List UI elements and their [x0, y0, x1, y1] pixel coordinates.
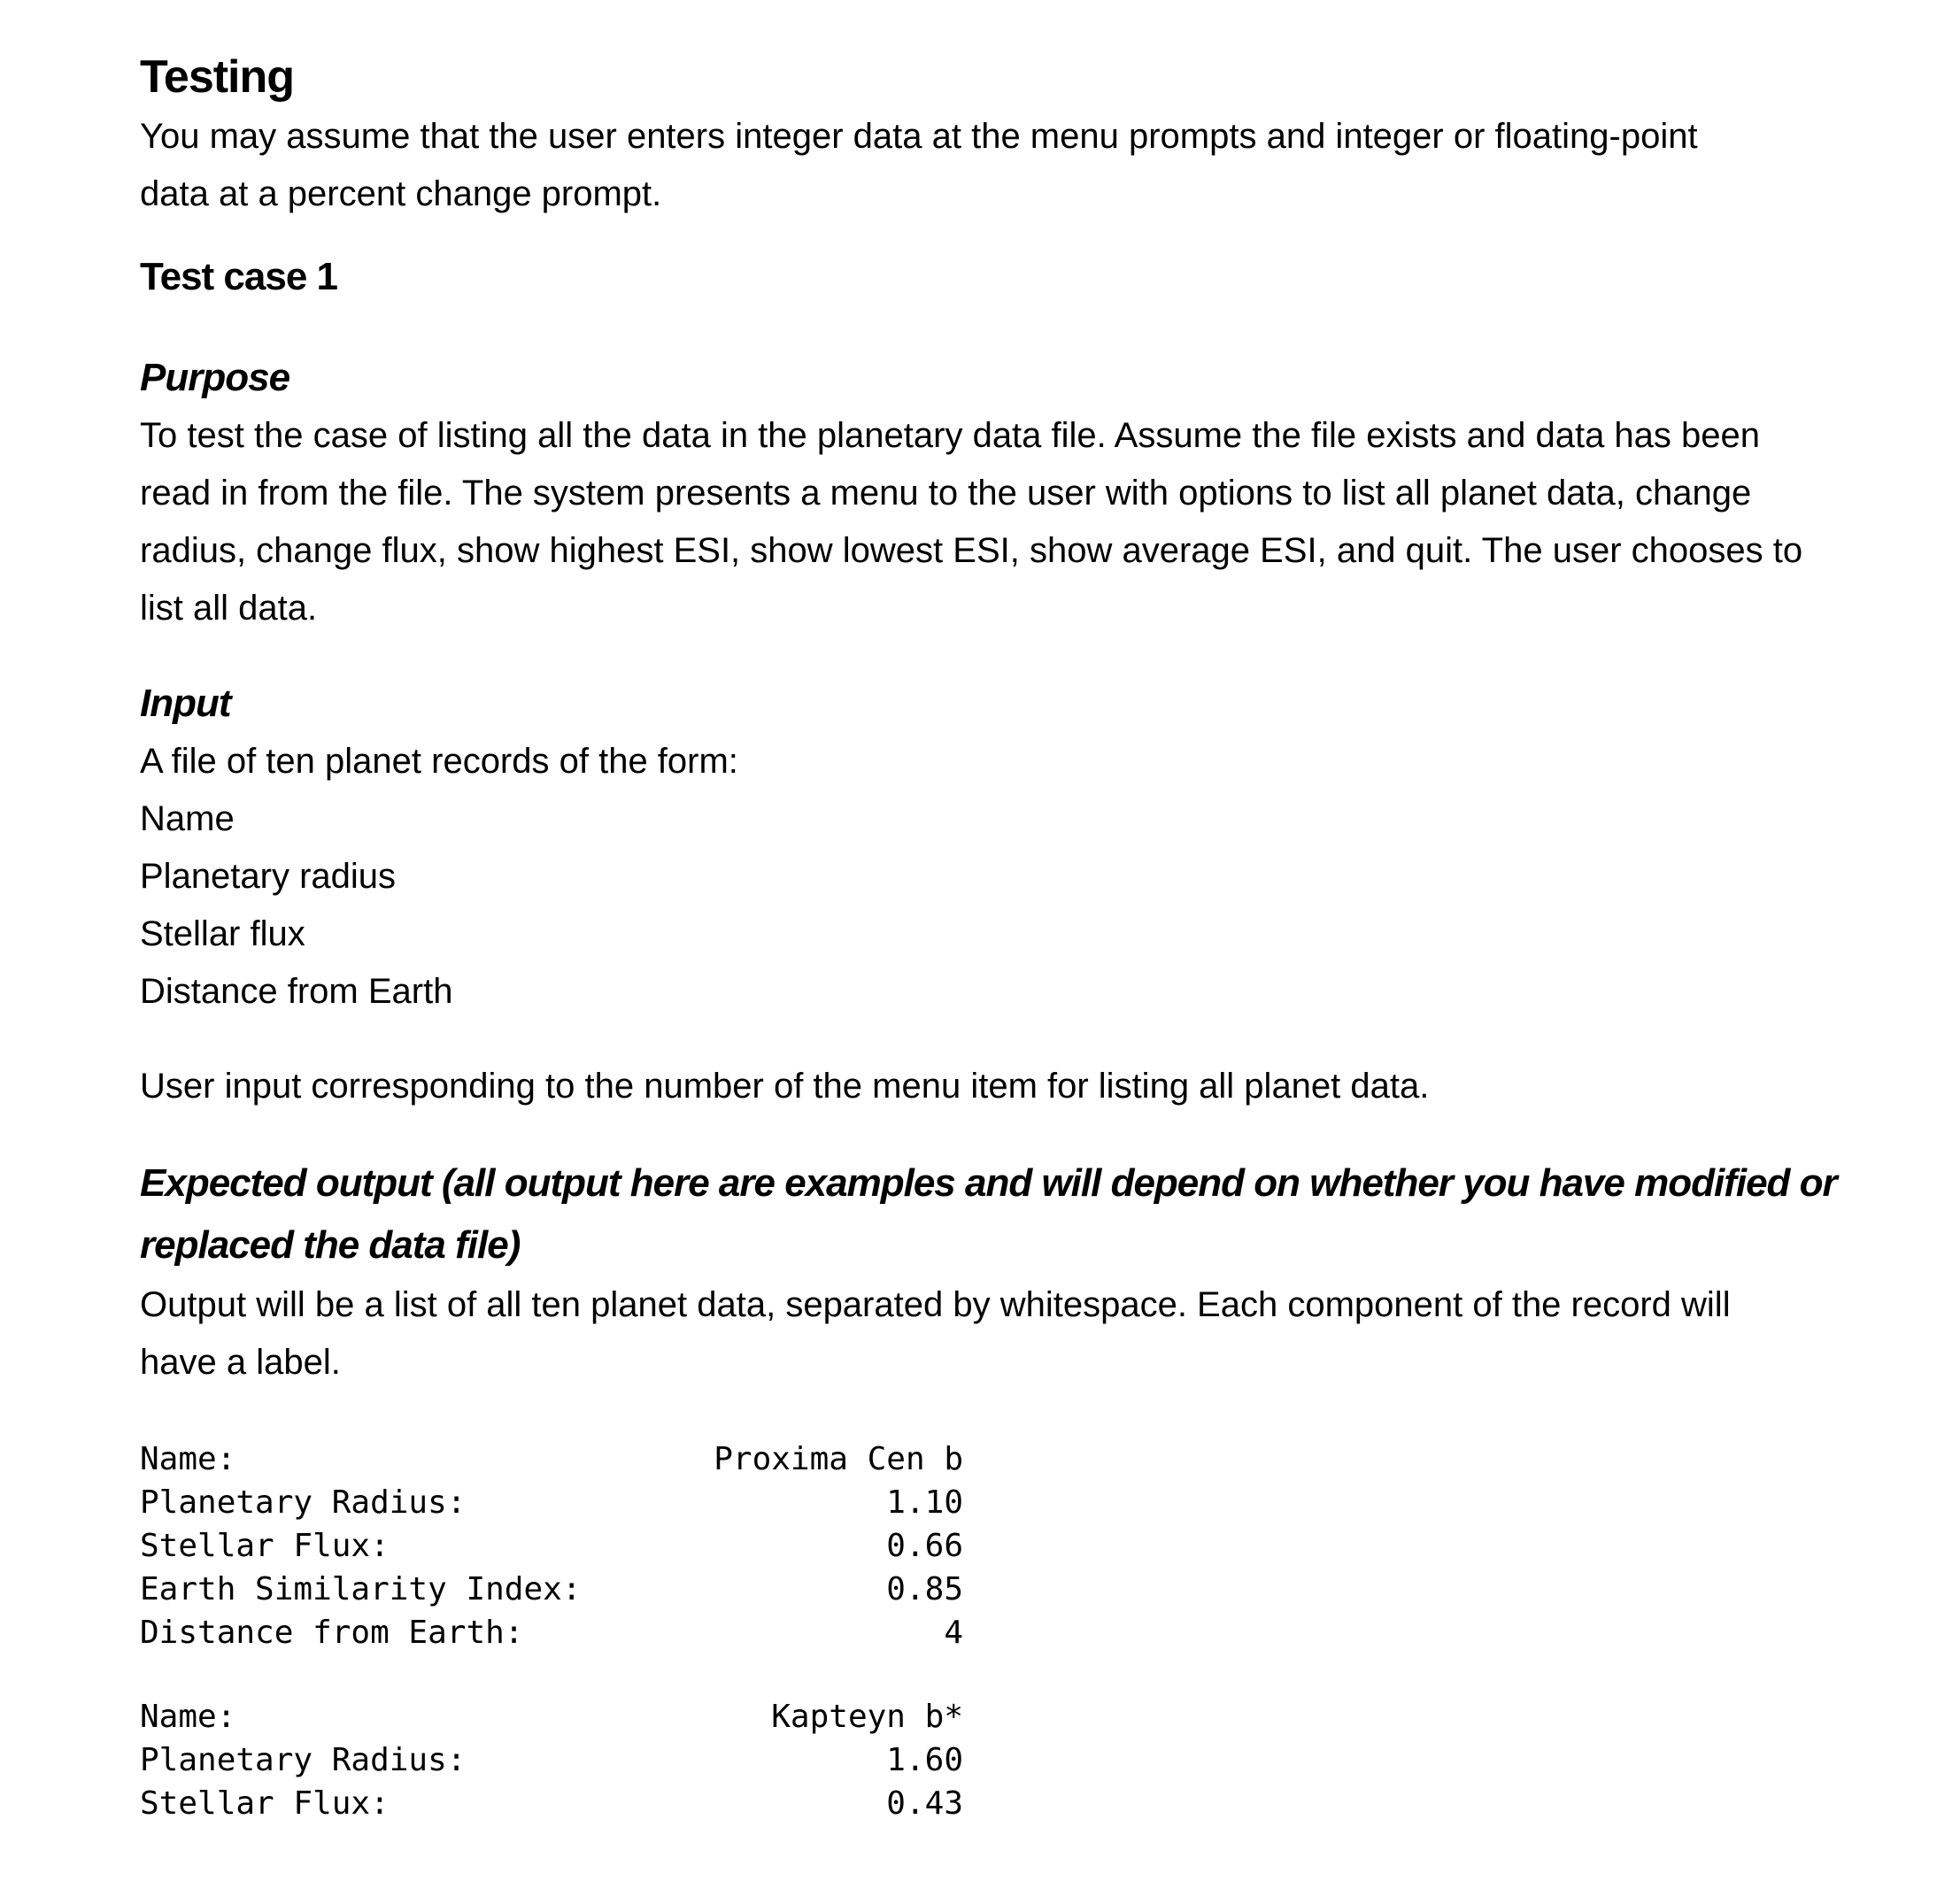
record-row: [140, 1524, 963, 1568]
input-field: Name: [140, 799, 235, 838]
purpose-heading: Purpose: [140, 356, 290, 399]
document-page: [140, 46, 1875, 1825]
record-value: Kapteyn b*: [771, 1699, 963, 1735]
record-value: 1.10: [886, 1484, 963, 1521]
record-label: Planetary Radius:: [140, 1742, 467, 1778]
record-row: [140, 1695, 963, 1738]
intro-line: data at a percent change prompt.: [140, 174, 662, 213]
user-input-description: User input corresponding to the number of the menu item for listing all planet data.: [140, 1067, 1430, 1106]
record-row: [140, 1782, 963, 1825]
record-row: [140, 1438, 963, 1481]
record-value: 0.85: [886, 1571, 963, 1607]
record-value: 0.66: [886, 1528, 963, 1564]
expected-output-line: Output will be a list of all ten planet data, separated by whitespace. Each component of the record will: [140, 1285, 1731, 1324]
record-label: Name:: [140, 1441, 236, 1477]
section-title: Testing: [140, 51, 295, 103]
sample-output: [140, 1438, 1875, 1825]
record-label: Distance from Earth:: [140, 1615, 524, 1651]
record-value: 1.60: [886, 1742, 963, 1778]
expected-output-heading: replaced the data file): [140, 1223, 521, 1267]
purpose-line: read in from the file. The system presents a menu to the user with options to list all planet data, change: [140, 474, 1752, 513]
record-value: 0.43: [886, 1785, 963, 1822]
record-label: Planetary Radius:: [140, 1484, 467, 1521]
record-row: [140, 1568, 963, 1611]
record-row: [140, 1738, 963, 1782]
input-field: Planetary radius: [140, 857, 397, 896]
record-label: Earth Similarity Index:: [140, 1571, 582, 1607]
expected-output-heading: Expected output (all output here are examples and will depend on whether you have modified or: [140, 1161, 1837, 1205]
planet-record: [140, 1695, 963, 1825]
planet-record: [140, 1438, 963, 1654]
purpose-line: radius, change flux, show highest ESI, show lowest ESI, show average ESI, and quit. The user chooses to: [140, 531, 1803, 570]
input-heading: Input: [140, 682, 231, 725]
record-label: Name:: [140, 1699, 236, 1735]
purpose-line: To test the case of listing all the data in the planetary data file. Assume the file exists and data has been: [140, 416, 1761, 455]
record-label: Stellar Flux:: [140, 1528, 390, 1564]
intro-line: You may assume that the user enters integer data at the menu prompts and integer or floating-point: [140, 117, 1698, 156]
purpose-line: list all data.: [140, 589, 318, 628]
test-case-title: Test case 1: [140, 255, 338, 298]
record-row: [140, 1611, 963, 1654]
expected-output-line: have a label.: [140, 1343, 341, 1382]
record-value: 4: [944, 1615, 963, 1651]
input-field: Stellar flux: [140, 914, 305, 953]
record-label: Stellar Flux:: [140, 1785, 390, 1822]
record-row: [140, 1481, 963, 1524]
record-value: Proxima Cen b: [714, 1441, 963, 1477]
input-field: Distance from Earth: [140, 972, 453, 1011]
input-intro: A file of ten planet records of the form:: [140, 742, 738, 781]
